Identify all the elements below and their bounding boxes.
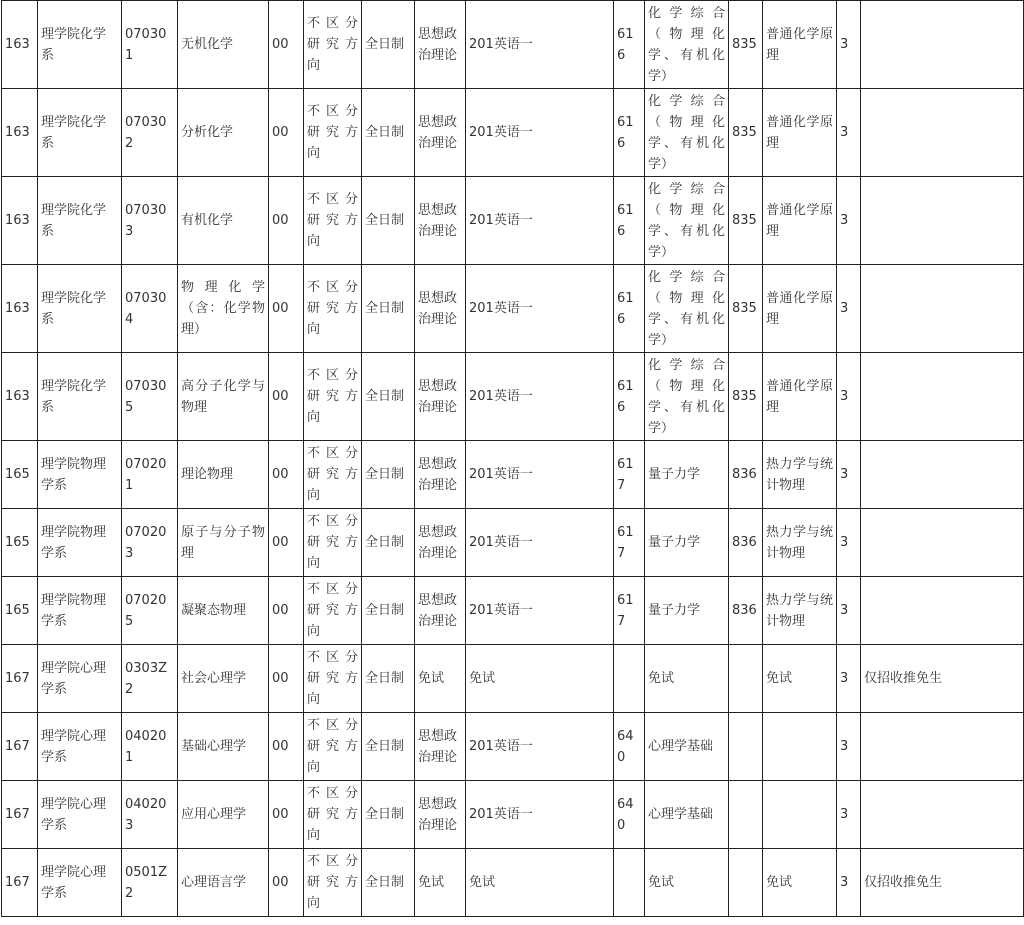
exam-english-cell: 201英语一 bbox=[466, 89, 614, 177]
dept-id-cell: 167 bbox=[2, 849, 38, 917]
exam4-code-cell bbox=[729, 713, 763, 781]
direction-name-cell: 不区分研究方向 bbox=[304, 849, 362, 917]
exam3-name-cell: 心理学基础 bbox=[645, 713, 729, 781]
study-mode-cell: 全日制 bbox=[362, 265, 415, 353]
note-cell bbox=[861, 713, 1024, 781]
major-code-cell: 040203 bbox=[122, 781, 178, 849]
exam3-code-cell: 640 bbox=[614, 781, 645, 849]
exam4-code-cell bbox=[729, 645, 763, 713]
direction-code-cell: 00 bbox=[269, 89, 304, 177]
major-name-cell: 心理语言学 bbox=[178, 849, 269, 917]
dept-id-cell: 163 bbox=[2, 353, 38, 441]
major-code-cell: 040201 bbox=[122, 713, 178, 781]
study-mode-cell: 全日制 bbox=[362, 89, 415, 177]
major-code-cell: 070201 bbox=[122, 441, 178, 509]
exam4-code-cell: 835 bbox=[729, 353, 763, 441]
department-cell: 理学院心理学系 bbox=[38, 645, 122, 713]
direction-code-cell: 00 bbox=[269, 849, 304, 917]
department-cell: 理学院化学系 bbox=[38, 353, 122, 441]
study-mode-cell: 全日制 bbox=[362, 781, 415, 849]
table-row bbox=[2, 265, 1024, 353]
table-row bbox=[2, 441, 1024, 509]
study-mode-cell: 全日制 bbox=[362, 577, 415, 645]
study-mode-cell: 全日制 bbox=[362, 509, 415, 577]
exam-english-cell: 201英语一 bbox=[466, 781, 614, 849]
dept-id-cell: 165 bbox=[2, 577, 38, 645]
major-code-cell: 0303Z2 bbox=[122, 645, 178, 713]
exam4-name-cell: 热力学与统计物理 bbox=[763, 509, 837, 577]
study-mode-cell: 全日制 bbox=[362, 713, 415, 781]
department-cell: 理学院心理学系 bbox=[38, 781, 122, 849]
department-cell: 理学院化学系 bbox=[38, 265, 122, 353]
exam3-name-cell: 量子力学 bbox=[645, 441, 729, 509]
major-name-cell: 理论物理 bbox=[178, 441, 269, 509]
exam-politics-cell: 思想政治理论 bbox=[415, 781, 466, 849]
exam3-name-cell: 心理学基础 bbox=[645, 781, 729, 849]
years-cell: 3 bbox=[837, 177, 861, 265]
department-cell: 理学院物理学系 bbox=[38, 509, 122, 577]
study-mode-cell: 全日制 bbox=[362, 177, 415, 265]
note-cell: 仅招收推免生 bbox=[861, 849, 1024, 917]
major-name-cell: 分析化学 bbox=[178, 89, 269, 177]
exam4-name-cell: 热力学与统计物理 bbox=[763, 577, 837, 645]
exam4-code-cell bbox=[729, 781, 763, 849]
exam3-code-cell: 616 bbox=[614, 1, 645, 89]
exam4-code-cell: 836 bbox=[729, 441, 763, 509]
dept-id-cell: 165 bbox=[2, 441, 38, 509]
years-cell: 3 bbox=[837, 1, 861, 89]
direction-name-cell: 不区分研究方向 bbox=[304, 1, 362, 89]
dept-id-cell: 165 bbox=[2, 509, 38, 577]
exam-english-cell: 201英语一 bbox=[466, 713, 614, 781]
exam4-name-cell bbox=[763, 713, 837, 781]
exam-politics-cell: 思想政治理论 bbox=[415, 353, 466, 441]
exam-english-cell: 201英语一 bbox=[466, 353, 614, 441]
exam4-name-cell: 免试 bbox=[763, 645, 837, 713]
exam4-code-cell: 836 bbox=[729, 577, 763, 645]
years-cell: 3 bbox=[837, 89, 861, 177]
exam-english-cell: 201英语一 bbox=[466, 177, 614, 265]
note-cell bbox=[861, 353, 1024, 441]
exam3-name-cell: 化学综合（物理化学、有机化学） bbox=[645, 353, 729, 441]
direction-name-cell: 不区分研究方向 bbox=[304, 645, 362, 713]
exam-english-cell: 201英语一 bbox=[466, 509, 614, 577]
exam-politics-cell: 思想政治理论 bbox=[415, 265, 466, 353]
exam4-name-cell bbox=[763, 781, 837, 849]
table-row bbox=[2, 509, 1024, 577]
department-cell: 理学院化学系 bbox=[38, 1, 122, 89]
table-row bbox=[2, 1, 1024, 89]
exam3-code-cell: 616 bbox=[614, 177, 645, 265]
department-cell: 理学院物理学系 bbox=[38, 441, 122, 509]
exam-politics-cell: 思想政治理论 bbox=[415, 89, 466, 177]
direction-name-cell: 不区分研究方向 bbox=[304, 509, 362, 577]
exam3-name-cell: 量子力学 bbox=[645, 577, 729, 645]
exam3-code-cell: 617 bbox=[614, 441, 645, 509]
exam-english-cell: 201英语一 bbox=[466, 265, 614, 353]
years-cell: 3 bbox=[837, 781, 861, 849]
direction-code-cell: 00 bbox=[269, 265, 304, 353]
exam-politics-cell: 思想政治理论 bbox=[415, 713, 466, 781]
major-name-cell: 有机化学 bbox=[178, 177, 269, 265]
department-cell: 理学院化学系 bbox=[38, 89, 122, 177]
exam3-code-cell: 617 bbox=[614, 509, 645, 577]
dept-id-cell: 163 bbox=[2, 177, 38, 265]
note-cell bbox=[861, 577, 1024, 645]
exam4-name-cell: 普通化学原理 bbox=[763, 1, 837, 89]
note-cell: 仅招收推免生 bbox=[861, 645, 1024, 713]
exam3-name-cell: 化学综合（物理化学、有机化学） bbox=[645, 265, 729, 353]
major-name-cell: 物理化学（含：化学物理） bbox=[178, 265, 269, 353]
exam4-code-cell: 835 bbox=[729, 89, 763, 177]
exam-politics-cell: 思想政治理论 bbox=[415, 1, 466, 89]
years-cell: 3 bbox=[837, 441, 861, 509]
exam4-name-cell: 普通化学原理 bbox=[763, 265, 837, 353]
table-row bbox=[2, 645, 1024, 713]
table-row bbox=[2, 353, 1024, 441]
direction-name-cell: 不区分研究方向 bbox=[304, 177, 362, 265]
major-code-cell: 070203 bbox=[122, 509, 178, 577]
exam-english-cell: 免试 bbox=[466, 645, 614, 713]
years-cell: 3 bbox=[837, 265, 861, 353]
exam3-code-cell bbox=[614, 645, 645, 713]
exam-politics-cell: 思想政治理论 bbox=[415, 441, 466, 509]
direction-code-cell: 00 bbox=[269, 645, 304, 713]
direction-code-cell: 00 bbox=[269, 441, 304, 509]
study-mode-cell: 全日制 bbox=[362, 441, 415, 509]
direction-name-cell: 不区分研究方向 bbox=[304, 353, 362, 441]
major-code-cell: 070303 bbox=[122, 177, 178, 265]
direction-name-cell: 不区分研究方向 bbox=[304, 781, 362, 849]
major-name-cell: 高分子化学与物理 bbox=[178, 353, 269, 441]
years-cell: 3 bbox=[837, 645, 861, 713]
table-row bbox=[2, 713, 1024, 781]
table-row bbox=[2, 577, 1024, 645]
major-code-cell: 070304 bbox=[122, 265, 178, 353]
exam4-name-cell: 普通化学原理 bbox=[763, 177, 837, 265]
major-name-cell: 社会心理学 bbox=[178, 645, 269, 713]
note-cell bbox=[861, 89, 1024, 177]
dept-id-cell: 163 bbox=[2, 265, 38, 353]
direction-name-cell: 不区分研究方向 bbox=[304, 577, 362, 645]
dept-id-cell: 167 bbox=[2, 645, 38, 713]
exam4-code-cell: 836 bbox=[729, 509, 763, 577]
years-cell: 3 bbox=[837, 577, 861, 645]
direction-name-cell: 不区分研究方向 bbox=[304, 89, 362, 177]
direction-name-cell: 不区分研究方向 bbox=[304, 265, 362, 353]
exam4-name-cell: 普通化学原理 bbox=[763, 89, 837, 177]
exam4-code-cell: 835 bbox=[729, 1, 763, 89]
exam3-code-cell: 617 bbox=[614, 577, 645, 645]
exam3-name-cell: 化学综合（物理化学、有机化学） bbox=[645, 177, 729, 265]
major-name-cell: 凝聚态物理 bbox=[178, 577, 269, 645]
major-code-cell: 070301 bbox=[122, 1, 178, 89]
years-cell: 3 bbox=[837, 509, 861, 577]
dept-id-cell: 163 bbox=[2, 1, 38, 89]
exam3-name-cell: 免试 bbox=[645, 849, 729, 917]
major-name-cell: 应用心理学 bbox=[178, 781, 269, 849]
note-cell bbox=[861, 509, 1024, 577]
study-mode-cell: 全日制 bbox=[362, 645, 415, 713]
exam3-name-cell: 化学综合（物理化学、有机化学） bbox=[645, 1, 729, 89]
exam3-name-cell: 量子力学 bbox=[645, 509, 729, 577]
major-name-cell: 基础心理学 bbox=[178, 713, 269, 781]
table-body bbox=[2, 1, 1024, 917]
major-code-cell: 070302 bbox=[122, 89, 178, 177]
direction-code-cell: 00 bbox=[269, 577, 304, 645]
major-name-cell: 原子与分子物理 bbox=[178, 509, 269, 577]
major-code-cell: 070305 bbox=[122, 353, 178, 441]
table-row bbox=[2, 177, 1024, 265]
note-cell bbox=[861, 1, 1024, 89]
table-row bbox=[2, 781, 1024, 849]
years-cell: 3 bbox=[837, 849, 861, 917]
exam-politics-cell: 免试 bbox=[415, 645, 466, 713]
direction-code-cell: 00 bbox=[269, 713, 304, 781]
exam-politics-cell: 免试 bbox=[415, 849, 466, 917]
note-cell bbox=[861, 177, 1024, 265]
exam4-name-cell: 热力学与统计物理 bbox=[763, 441, 837, 509]
exam-english-cell: 201英语一 bbox=[466, 577, 614, 645]
exam-politics-cell: 思想政治理论 bbox=[415, 509, 466, 577]
dept-id-cell: 167 bbox=[2, 713, 38, 781]
department-cell: 理学院心理学系 bbox=[38, 713, 122, 781]
exam-english-cell: 201英语一 bbox=[466, 441, 614, 509]
study-mode-cell: 全日制 bbox=[362, 353, 415, 441]
direction-code-cell: 00 bbox=[269, 177, 304, 265]
major-name-cell: 无机化学 bbox=[178, 1, 269, 89]
years-cell: 3 bbox=[837, 713, 861, 781]
exam4-name-cell: 普通化学原理 bbox=[763, 353, 837, 441]
direction-code-cell: 00 bbox=[269, 509, 304, 577]
study-mode-cell: 全日制 bbox=[362, 849, 415, 917]
exam4-name-cell: 免试 bbox=[763, 849, 837, 917]
exam3-name-cell: 化学综合（物理化学、有机化学） bbox=[645, 89, 729, 177]
exam-politics-cell: 思想政治理论 bbox=[415, 577, 466, 645]
dept-id-cell: 163 bbox=[2, 89, 38, 177]
study-mode-cell: 全日制 bbox=[362, 1, 415, 89]
department-cell: 理学院心理学系 bbox=[38, 849, 122, 917]
table-row bbox=[2, 89, 1024, 177]
direction-code-cell: 00 bbox=[269, 1, 304, 89]
major-code-cell: 0501Z2 bbox=[122, 849, 178, 917]
table-row bbox=[2, 849, 1024, 917]
direction-code-cell: 00 bbox=[269, 781, 304, 849]
department-cell: 理学院物理学系 bbox=[38, 577, 122, 645]
exam4-code-cell bbox=[729, 849, 763, 917]
exam4-code-cell: 835 bbox=[729, 177, 763, 265]
exam3-name-cell: 免试 bbox=[645, 645, 729, 713]
note-cell bbox=[861, 781, 1024, 849]
direction-code-cell: 00 bbox=[269, 353, 304, 441]
dept-id-cell: 167 bbox=[2, 781, 38, 849]
exam-english-cell: 201英语一 bbox=[466, 1, 614, 89]
exam3-code-cell: 640 bbox=[614, 713, 645, 781]
exam3-code-cell bbox=[614, 849, 645, 917]
exam-politics-cell: 思想政治理论 bbox=[415, 177, 466, 265]
exam3-code-cell: 616 bbox=[614, 353, 645, 441]
note-cell bbox=[861, 265, 1024, 353]
exam-english-cell: 免试 bbox=[466, 849, 614, 917]
years-cell: 3 bbox=[837, 353, 861, 441]
direction-name-cell: 不区分研究方向 bbox=[304, 441, 362, 509]
department-cell: 理学院化学系 bbox=[38, 177, 122, 265]
major-code-cell: 070205 bbox=[122, 577, 178, 645]
exam3-code-cell: 616 bbox=[614, 89, 645, 177]
exam3-code-cell: 616 bbox=[614, 265, 645, 353]
direction-name-cell: 不区分研究方向 bbox=[304, 713, 362, 781]
admissions-table bbox=[1, 0, 1024, 917]
note-cell bbox=[861, 441, 1024, 509]
exam4-code-cell: 835 bbox=[729, 265, 763, 353]
